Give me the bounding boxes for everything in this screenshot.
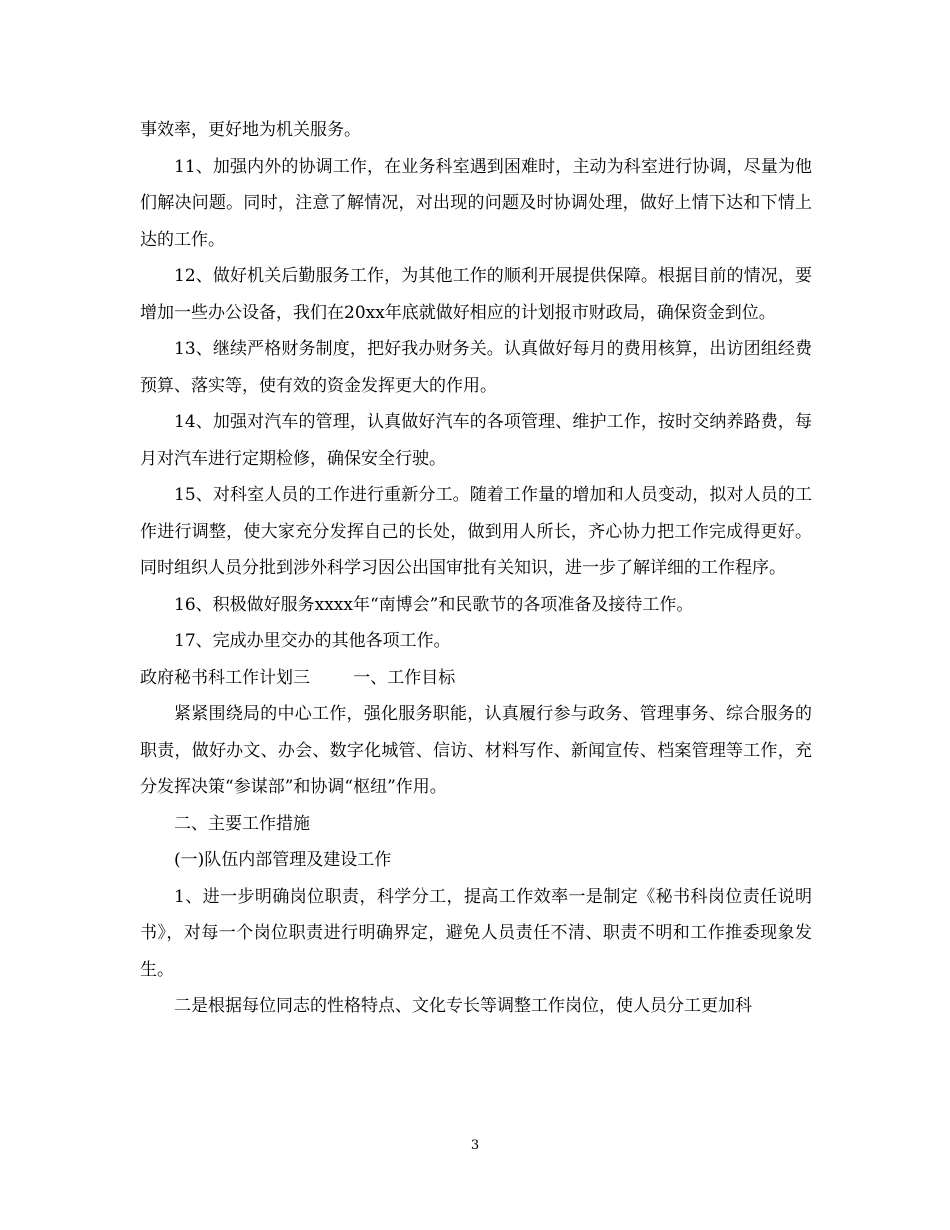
section-title: 政府秘书科工作计划三 [140, 667, 310, 688]
paragraph-duty-1: 1、进一步明确岗位职责，科学分工，提高工作效率一是制定《秘书科岗位责任说明书》，对每一个岗位职责进行明确界定，避免人员责任不清、职责不明和工作推委现象发生。 [140, 886, 812, 980]
paragraph-0: 事效率，更好地为机关服务。 [140, 120, 361, 140]
paragraph-item-15: 15、对科室人员的工作进行重新分工。随着工作量的增加和人员变动，拟对人员的工作进行调整，使大家充分发挥自己的长处，做到用人所长，齐心协力把工作完成得更好。同时组织人员分批到涉外科学习因公出国审批有关知识，进一步了解详细的工作程序。 [140, 485, 812, 578]
paragraph-measures-heading: 二、主要工作措施 [174, 813, 310, 834]
paragraph-goals: 紧紧围绕局的中心工作，强化服务职能，认真履行参与政务、管理事务、综合服务的职责，做好办文、办会、数字化城管、信访、材料写作、新闻宣传、档案管理等工作，充分发挥决策“参谋部”和协调“枢纽”作用。 [140, 704, 812, 797]
paragraph-item-12: 12、做好机关后勤服务工作，为其他工作的顺利开展提供保障。根据目前的情况，要增加一些办公设备，我们在20xx年底就做好相应的计划报市财政局，确保资金到位。 [140, 266, 812, 323]
section-heading [140, 660, 812, 697]
section-subtitle: 一、工作目标 [353, 667, 456, 688]
paragraph-item-11: 11、加强内外的协调工作，在业务科室遇到困难时，主动为科室进行协调，尽量为他们解决问题。同时，注意了解情况，对出现的问题及时协调处理，做好上情下达和下情上达的工作。 [140, 156, 812, 250]
paragraph-duty-2: 二是根据每位同志的性格特点、文化专长等调整工作岗位，使人员分工更加科 [174, 996, 752, 1016]
paragraph-item-13: 13、继续严格财务制度，把好我办财务关。认真做好每月的费用核算，出访团组经费预算、落实等，使有效的资金发挥更大的作用。 [140, 339, 812, 396]
paragraph-item-17: 17、完成办里交办的其他各项工作。 [174, 631, 451, 651]
paragraph-team-heading: (一)队伍内部管理及建设工作 [174, 850, 392, 870]
paragraph-item-16: 16、积极做好服务xxxx年“南博会”和民歌节的各项准备及接待工作。 [174, 594, 694, 615]
paragraph-item-14: 14、加强对汽车的管理，认真做好汽车的各项管理、维护工作，按时交纳养路费，每月对汽车进行定期检修，确保安全行驶。 [140, 412, 812, 469]
page-number: 3 [470, 1138, 480, 1153]
document-body [140, 112, 812, 1025]
